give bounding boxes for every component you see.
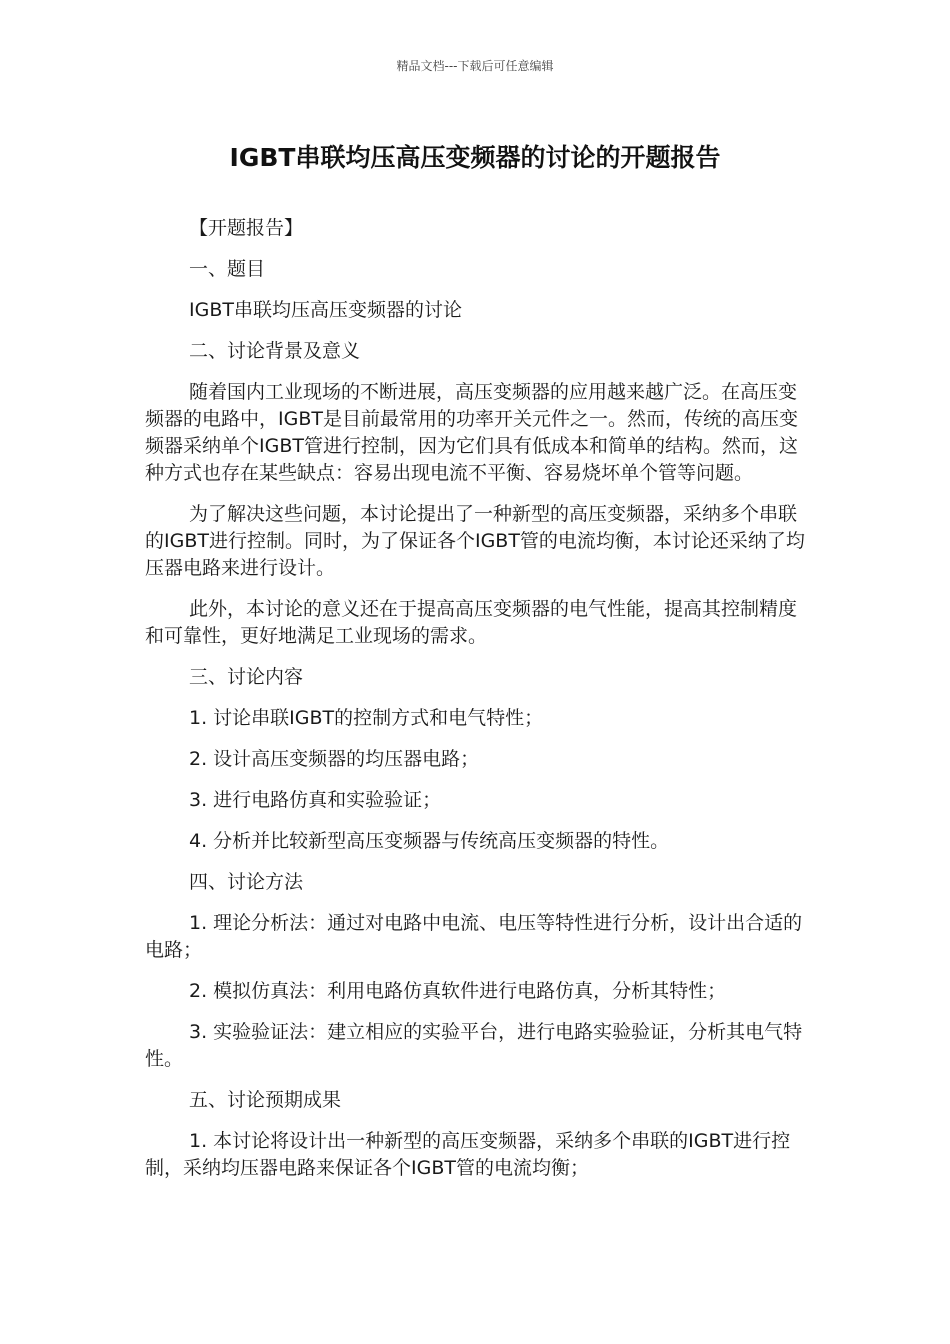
list-item-result-1: 1. 本讨论将设计出一种新型的高压变频器，采纳多个串联的IGBT进行控制，采纳均压器电路来保证各个IGBT管的电流均衡； [145,1130,791,1179]
list-item-content-3: 3. 进行电路仿真和实验验证； [189,789,442,811]
paragraph-topic-text: IGBT串联均压高压变频器的讨论 [189,299,462,321]
list-item-method-1: 1. 理论分析法：通过对电路中电流、电压等特性进行分析，设计出合适的电路； [145,912,803,961]
page-header-note: 精品文档---下载后可任意编辑 [396,59,554,73]
heading-content: 三、讨论内容 [189,666,304,688]
document-body [145,215,809,1196]
document-title: IGBT串联均压高压变频器的讨论的开题报告 [229,143,721,172]
heading-background: 二、讨论背景及意义 [189,340,361,362]
paragraph-section-label: 【开题报告】 [189,217,304,239]
list-item-content-2: 2. 设计高压变频器的均压器电路； [189,748,480,770]
heading-expected-results: 五、讨论预期成果 [189,1089,342,1111]
paragraph-background-3: 此外，本讨论的意义还在于提高高压变频器的电气性能，提高其控制精度和可靠性，更好地满足工业现场的需求。 [145,598,798,647]
list-item-content-1: 1. 讨论串联IGBT的控制方式和电气特性； [189,707,544,729]
paragraph-background-1: 随着国内工业现场的不断进展，高压变频器的应用越来越广泛。在高压变频器的电路中，IGBT是目前最常用的功率开关元件之一。然而，传统的高压变频器采纳单个IGBT管进行控制，因为它们具有低成本和简单的结构。然而，这种方式也存在某些缺点：容易出现电流不平衡、容易烧坏单个管等问题。 [145,381,798,484]
heading-topic: 一、题目 [189,258,266,280]
list-item-method-2: 2. 模拟仿真法：利用电路仿真软件进行电路仿真，分析其特性； [189,980,727,1002]
paragraph-background-2: 为了解决这些问题，本讨论提出了一种新型的高压变频器，采纳多个串联的IGBT进行控制。同时，为了保证各个IGBT管的电流均衡，本讨论还采纳了均压器电路来进行设计。 [145,503,805,579]
heading-methods: 四、讨论方法 [189,871,304,893]
list-item-method-3: 3. 实验验证法：建立相应的实验平台，进行电路实验验证，分析其电气特性。 [145,1021,803,1070]
list-item-content-4: 4. 分析并比较新型高压变频器与传统高压变频器的特性。 [189,830,670,852]
